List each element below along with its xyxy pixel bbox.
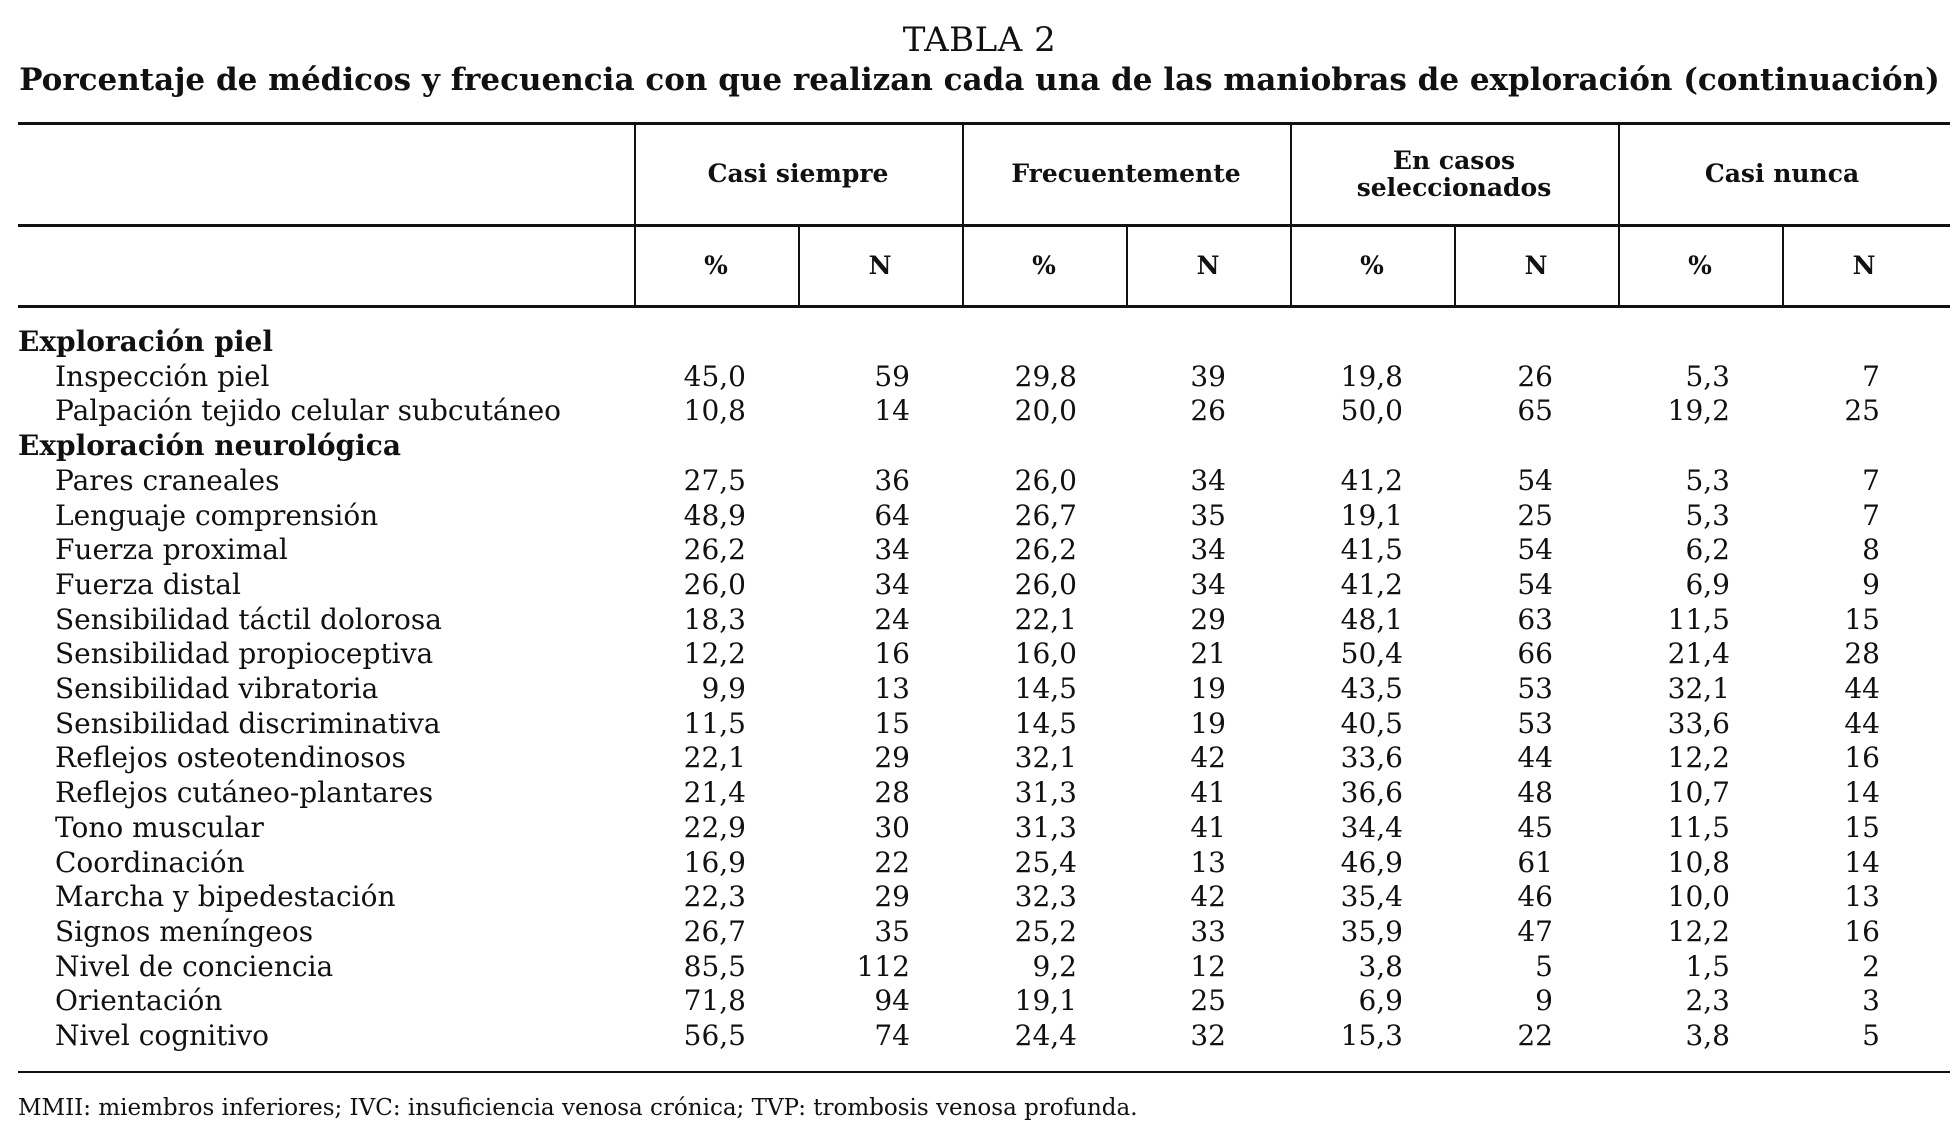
table-cell-percent: 40,5 bbox=[1340, 706, 1403, 740]
table-cell-count: 16 bbox=[1844, 741, 1880, 775]
table-cell-count: 8 bbox=[1862, 533, 1880, 567]
table-cell-percent: 12,2 bbox=[683, 637, 746, 671]
table-cell-count: 25 bbox=[1190, 984, 1226, 1018]
table-cell-percent: 26,7 bbox=[683, 914, 746, 948]
table-cell-percent: 22,1 bbox=[1014, 602, 1077, 636]
table-cell-count: 13 bbox=[1190, 845, 1226, 879]
row-label: Coordinación bbox=[55, 845, 245, 879]
row-label: Marcha y bipedestación bbox=[55, 880, 396, 914]
table-cell-count: 12 bbox=[1190, 949, 1226, 983]
percent-subheader: % bbox=[1360, 251, 1384, 281]
table-cell-percent: 11,5 bbox=[1667, 810, 1730, 844]
table-cell-percent: 2,3 bbox=[1685, 984, 1730, 1018]
table-cell-percent: 5,3 bbox=[1685, 359, 1730, 393]
table-cell-count: 21 bbox=[1190, 637, 1226, 671]
table-cell-percent: 26,0 bbox=[1014, 463, 1077, 497]
row-label: Tono muscular bbox=[55, 810, 264, 844]
table-cell-count: 16 bbox=[874, 637, 910, 671]
table-cell-percent: 21,4 bbox=[683, 776, 746, 810]
table-cell-count: 44 bbox=[1844, 706, 1880, 740]
table-cell-count: 16 bbox=[1844, 914, 1880, 948]
table-cell-percent: 11,5 bbox=[683, 706, 746, 740]
table-cell-count: 22 bbox=[874, 845, 910, 879]
table-cell-count: 5 bbox=[1535, 949, 1553, 983]
table-cell-count: 42 bbox=[1190, 741, 1226, 775]
row-label: Reflejos osteotendinosos bbox=[55, 741, 406, 775]
column-group-header-casi-nunca: Casi nunca bbox=[1704, 159, 1860, 189]
table-cell-count: 65 bbox=[1517, 394, 1553, 428]
table-cell-count: 33 bbox=[1190, 914, 1226, 948]
table-cell-percent: 9,2 bbox=[1032, 949, 1077, 983]
table-footnote: MMII: miembros inferiores; IVC: insuficiencia venosa crónica; TVP: trombosis venosa profunda. bbox=[18, 1095, 1138, 1121]
table-cell-count: 3 bbox=[1862, 984, 1880, 1018]
table-cell-count: 15 bbox=[874, 706, 910, 740]
table-cell-count: 34 bbox=[1190, 463, 1226, 497]
table-cell-percent: 14,5 bbox=[1014, 672, 1077, 705]
row-label: Nivel de conciencia bbox=[55, 949, 334, 983]
table-cell-count: 26 bbox=[1517, 359, 1553, 393]
row-label: Nivel cognitivo bbox=[55, 1019, 270, 1052]
table-cell-count: 30 bbox=[874, 810, 910, 844]
table-cell-count: 45 bbox=[1517, 810, 1553, 844]
table-cell-count: 34 bbox=[874, 567, 910, 601]
table-cell-count: 15 bbox=[1844, 602, 1880, 636]
table-cell-percent: 6,2 bbox=[1685, 533, 1730, 567]
table-cell-count: 112 bbox=[856, 949, 910, 983]
table-cell-count: 34 bbox=[874, 533, 910, 567]
table-cell-percent: 9,9 bbox=[701, 672, 746, 705]
table-cell-percent: 5,3 bbox=[1685, 498, 1730, 532]
table-cell-percent: 26,2 bbox=[683, 533, 746, 567]
row-label: Palpación tejido celular subcutáneo bbox=[55, 394, 562, 428]
table-cell-percent: 3,8 bbox=[1358, 949, 1403, 983]
table-cell-count: 54 bbox=[1517, 567, 1553, 601]
row-label: Lenguaje comprensión bbox=[55, 498, 379, 532]
table-cell-count: 29 bbox=[874, 741, 910, 775]
percent-subheader: % bbox=[1688, 251, 1712, 281]
table-cell-count: 42 bbox=[1190, 880, 1226, 914]
table-cell-percent: 22,3 bbox=[683, 880, 746, 914]
table-cell-count: 32 bbox=[1190, 1019, 1226, 1052]
table-cell-percent: 50,4 bbox=[1340, 637, 1403, 671]
row-label: Inspección piel bbox=[55, 359, 270, 393]
row-label: Fuerza distal bbox=[55, 567, 241, 601]
table-cell-count: 94 bbox=[874, 984, 910, 1018]
table-cell-percent: 6,9 bbox=[1358, 984, 1403, 1018]
table-cell-count: 7 bbox=[1862, 463, 1880, 497]
row-label: Sensibilidad propioceptiva bbox=[55, 637, 434, 671]
table-cell-count: 14 bbox=[874, 394, 910, 428]
column-group-header-casi-siempre: Casi siempre bbox=[707, 159, 889, 189]
table-cell-percent: 27,5 bbox=[683, 463, 746, 497]
table-cell-count: 25 bbox=[1844, 394, 1880, 428]
table-cell-percent: 43,5 bbox=[1340, 672, 1403, 705]
table-cell-count: 34 bbox=[1190, 567, 1226, 601]
table-cell-percent: 20,0 bbox=[1014, 394, 1077, 428]
table-cell-count: 28 bbox=[1844, 637, 1880, 671]
table-cell-count: 53 bbox=[1517, 706, 1553, 740]
table-cell-percent: 31,3 bbox=[1014, 810, 1077, 844]
section-header: Exploración piel bbox=[18, 325, 273, 358]
table-cell-percent: 19,8 bbox=[1340, 359, 1403, 393]
table-cell-percent: 25,2 bbox=[1014, 914, 1077, 948]
table-cell-count: 15 bbox=[1844, 810, 1880, 844]
table-cell-count: 53 bbox=[1517, 672, 1553, 705]
table-cell-percent: 33,6 bbox=[1667, 706, 1730, 740]
top-rule bbox=[18, 122, 1950, 125]
table-cell-percent: 56,5 bbox=[683, 1019, 746, 1052]
table-cell-count: 44 bbox=[1517, 741, 1553, 775]
table-cell-count: 54 bbox=[1517, 533, 1553, 567]
table-cell-percent: 48,9 bbox=[683, 498, 746, 532]
table-cell-percent: 12,2 bbox=[1667, 741, 1730, 775]
table-cell-count: 44 bbox=[1844, 672, 1880, 705]
count-subheader: N bbox=[1196, 251, 1220, 281]
table-cell-percent: 11,5 bbox=[1667, 602, 1730, 636]
table-label: TABLA 2 bbox=[902, 20, 1057, 60]
table-cell-percent: 21,4 bbox=[1667, 637, 1730, 671]
table-cell-percent: 26,2 bbox=[1014, 533, 1077, 567]
table-cell-count: 66 bbox=[1517, 637, 1553, 671]
row-label: Pares craneales bbox=[55, 463, 280, 497]
table-cell-percent: 26,0 bbox=[1014, 567, 1077, 601]
table-cell-percent: 33,6 bbox=[1340, 741, 1403, 775]
table-cell-count: 63 bbox=[1517, 602, 1553, 636]
table-cell-count: 24 bbox=[874, 602, 910, 636]
table-cell-count: 29 bbox=[1190, 602, 1226, 636]
table-cell-percent: 19,1 bbox=[1014, 984, 1077, 1018]
table-cell-count: 74 bbox=[874, 1019, 910, 1052]
table-cell-count: 13 bbox=[874, 672, 910, 705]
table-cell-percent: 18,3 bbox=[683, 602, 746, 636]
table-cell-count: 46 bbox=[1517, 880, 1553, 914]
table-cell-count: 14 bbox=[1844, 776, 1880, 810]
count-subheader: N bbox=[1852, 251, 1876, 281]
table-cell-count: 35 bbox=[874, 914, 910, 948]
table-cell-count: 35 bbox=[1190, 498, 1226, 532]
table-cell-count: 29 bbox=[874, 880, 910, 914]
table-cell-percent: 14,5 bbox=[1014, 706, 1077, 740]
table-cell-count: 26 bbox=[1190, 394, 1226, 428]
table-cell-percent: 48,1 bbox=[1340, 602, 1403, 636]
table-cell-percent: 26,7 bbox=[1014, 498, 1077, 532]
table-cell-percent: 71,8 bbox=[683, 984, 746, 1018]
table-cell-count: 41 bbox=[1190, 810, 1226, 844]
table-cell-percent: 41,5 bbox=[1340, 533, 1403, 567]
table-cell-percent: 19,2 bbox=[1667, 394, 1730, 428]
table-cell-percent: 36,6 bbox=[1340, 776, 1403, 810]
table-cell-count: 59 bbox=[874, 359, 910, 393]
table-cell-count: 39 bbox=[1190, 359, 1226, 393]
table-cell-count: 19 bbox=[1190, 672, 1226, 705]
table-cell-percent: 26,0 bbox=[683, 567, 746, 601]
table-cell-percent: 46,9 bbox=[1340, 845, 1403, 879]
table-cell-percent: 10,7 bbox=[1667, 776, 1730, 810]
table-cell-count: 54 bbox=[1517, 463, 1553, 497]
table-cell-percent: 10,0 bbox=[1667, 880, 1730, 914]
table-cell-percent: 32,1 bbox=[1014, 741, 1077, 775]
percent-subheader: % bbox=[1032, 251, 1056, 281]
table-cell-percent: 35,9 bbox=[1340, 914, 1403, 948]
table-cell-percent: 10,8 bbox=[1667, 845, 1730, 879]
table-cell-percent: 16,9 bbox=[683, 845, 746, 879]
table-cell-count: 25 bbox=[1517, 498, 1553, 532]
table-cell-percent: 32,1 bbox=[1667, 672, 1730, 705]
table-cell-count: 28 bbox=[874, 776, 910, 810]
table-cell-percent: 31,3 bbox=[1014, 776, 1077, 810]
table-cell-percent: 5,3 bbox=[1685, 463, 1730, 497]
column-group-header-frecuentemente: Frecuentemente bbox=[1011, 159, 1241, 189]
table-cell-percent: 15,3 bbox=[1340, 1019, 1403, 1052]
table-cell-count: 14 bbox=[1844, 845, 1880, 879]
table-cell-count: 19 bbox=[1190, 706, 1226, 740]
table-cell-count: 2 bbox=[1862, 949, 1880, 983]
percent-subheader: % bbox=[704, 251, 728, 281]
row-label: Reflejos cutáneo-plantares bbox=[55, 776, 434, 810]
bottom-rule bbox=[18, 1071, 1950, 1073]
table-cell-count: 9 bbox=[1535, 984, 1553, 1018]
table-cell-count: 47 bbox=[1517, 914, 1553, 948]
table-cell-count: 61 bbox=[1517, 845, 1553, 879]
table-cell-count: 7 bbox=[1862, 359, 1880, 393]
table-cell-percent: 3,8 bbox=[1685, 1019, 1730, 1052]
row-label: Orientación bbox=[55, 984, 223, 1018]
table-cell-percent: 1,5 bbox=[1685, 949, 1730, 983]
table-cell-percent: 19,1 bbox=[1340, 498, 1403, 532]
table-cell-percent: 6,9 bbox=[1685, 567, 1730, 601]
table-cell-percent: 50,0 bbox=[1340, 394, 1403, 428]
row-label: Fuerza proximal bbox=[55, 533, 288, 567]
table-cell-percent: 41,2 bbox=[1340, 567, 1403, 601]
count-subheader: N bbox=[1524, 251, 1548, 281]
count-subheader: N bbox=[868, 251, 892, 281]
table-cell-count: 22 bbox=[1517, 1019, 1553, 1052]
table-cell-count: 9 bbox=[1862, 567, 1880, 601]
table-cell-percent: 29,8 bbox=[1014, 359, 1077, 393]
table-cell-count: 34 bbox=[1190, 533, 1226, 567]
table-cell-percent: 32,3 bbox=[1014, 880, 1077, 914]
column-group-header-en-casos-seleccionados: En casos seleccionados bbox=[1356, 145, 1552, 202]
table-cell-count: 5 bbox=[1862, 1019, 1880, 1052]
table-cell-percent: 12,2 bbox=[1667, 914, 1730, 948]
table-cell-percent: 85,5 bbox=[683, 949, 746, 983]
row-label: Sensibilidad vibratoria bbox=[55, 672, 379, 705]
table-title: Porcentaje de médicos y frecuencia con que realizan cada una de las maniobras de exploración (continuación) bbox=[19, 62, 1940, 98]
table-cell-count: 7 bbox=[1862, 498, 1880, 532]
table-cell-percent: 35,4 bbox=[1340, 880, 1403, 914]
table-cell-percent: 34,4 bbox=[1340, 810, 1403, 844]
table-cell-percent: 22,9 bbox=[683, 810, 746, 844]
table-cell-count: 64 bbox=[874, 498, 910, 532]
table-cell-percent: 24,4 bbox=[1014, 1019, 1077, 1052]
row-label: Sensibilidad discriminativa bbox=[55, 706, 441, 740]
table-cell-percent: 22,1 bbox=[683, 741, 746, 775]
table-cell-percent: 10,8 bbox=[683, 394, 746, 428]
row-label: Signos meníngeos bbox=[55, 914, 314, 948]
table-cell-percent: 16,0 bbox=[1014, 637, 1077, 671]
table-cell-count: 36 bbox=[874, 463, 910, 497]
section-header: Exploración neurológica bbox=[18, 429, 401, 463]
row-label: Sensibilidad táctil dolorosa bbox=[55, 602, 442, 636]
table-cell-percent: 45,0 bbox=[683, 359, 746, 393]
table-cell-count: 13 bbox=[1844, 880, 1880, 914]
table-cell-count: 48 bbox=[1517, 776, 1553, 810]
table-cell-count: 41 bbox=[1190, 776, 1226, 810]
header-bottom-rule bbox=[18, 305, 1950, 308]
header-group-rule bbox=[18, 224, 1950, 227]
table-cell-percent: 25,4 bbox=[1014, 845, 1077, 879]
table-cell-percent: 41,2 bbox=[1340, 463, 1403, 497]
